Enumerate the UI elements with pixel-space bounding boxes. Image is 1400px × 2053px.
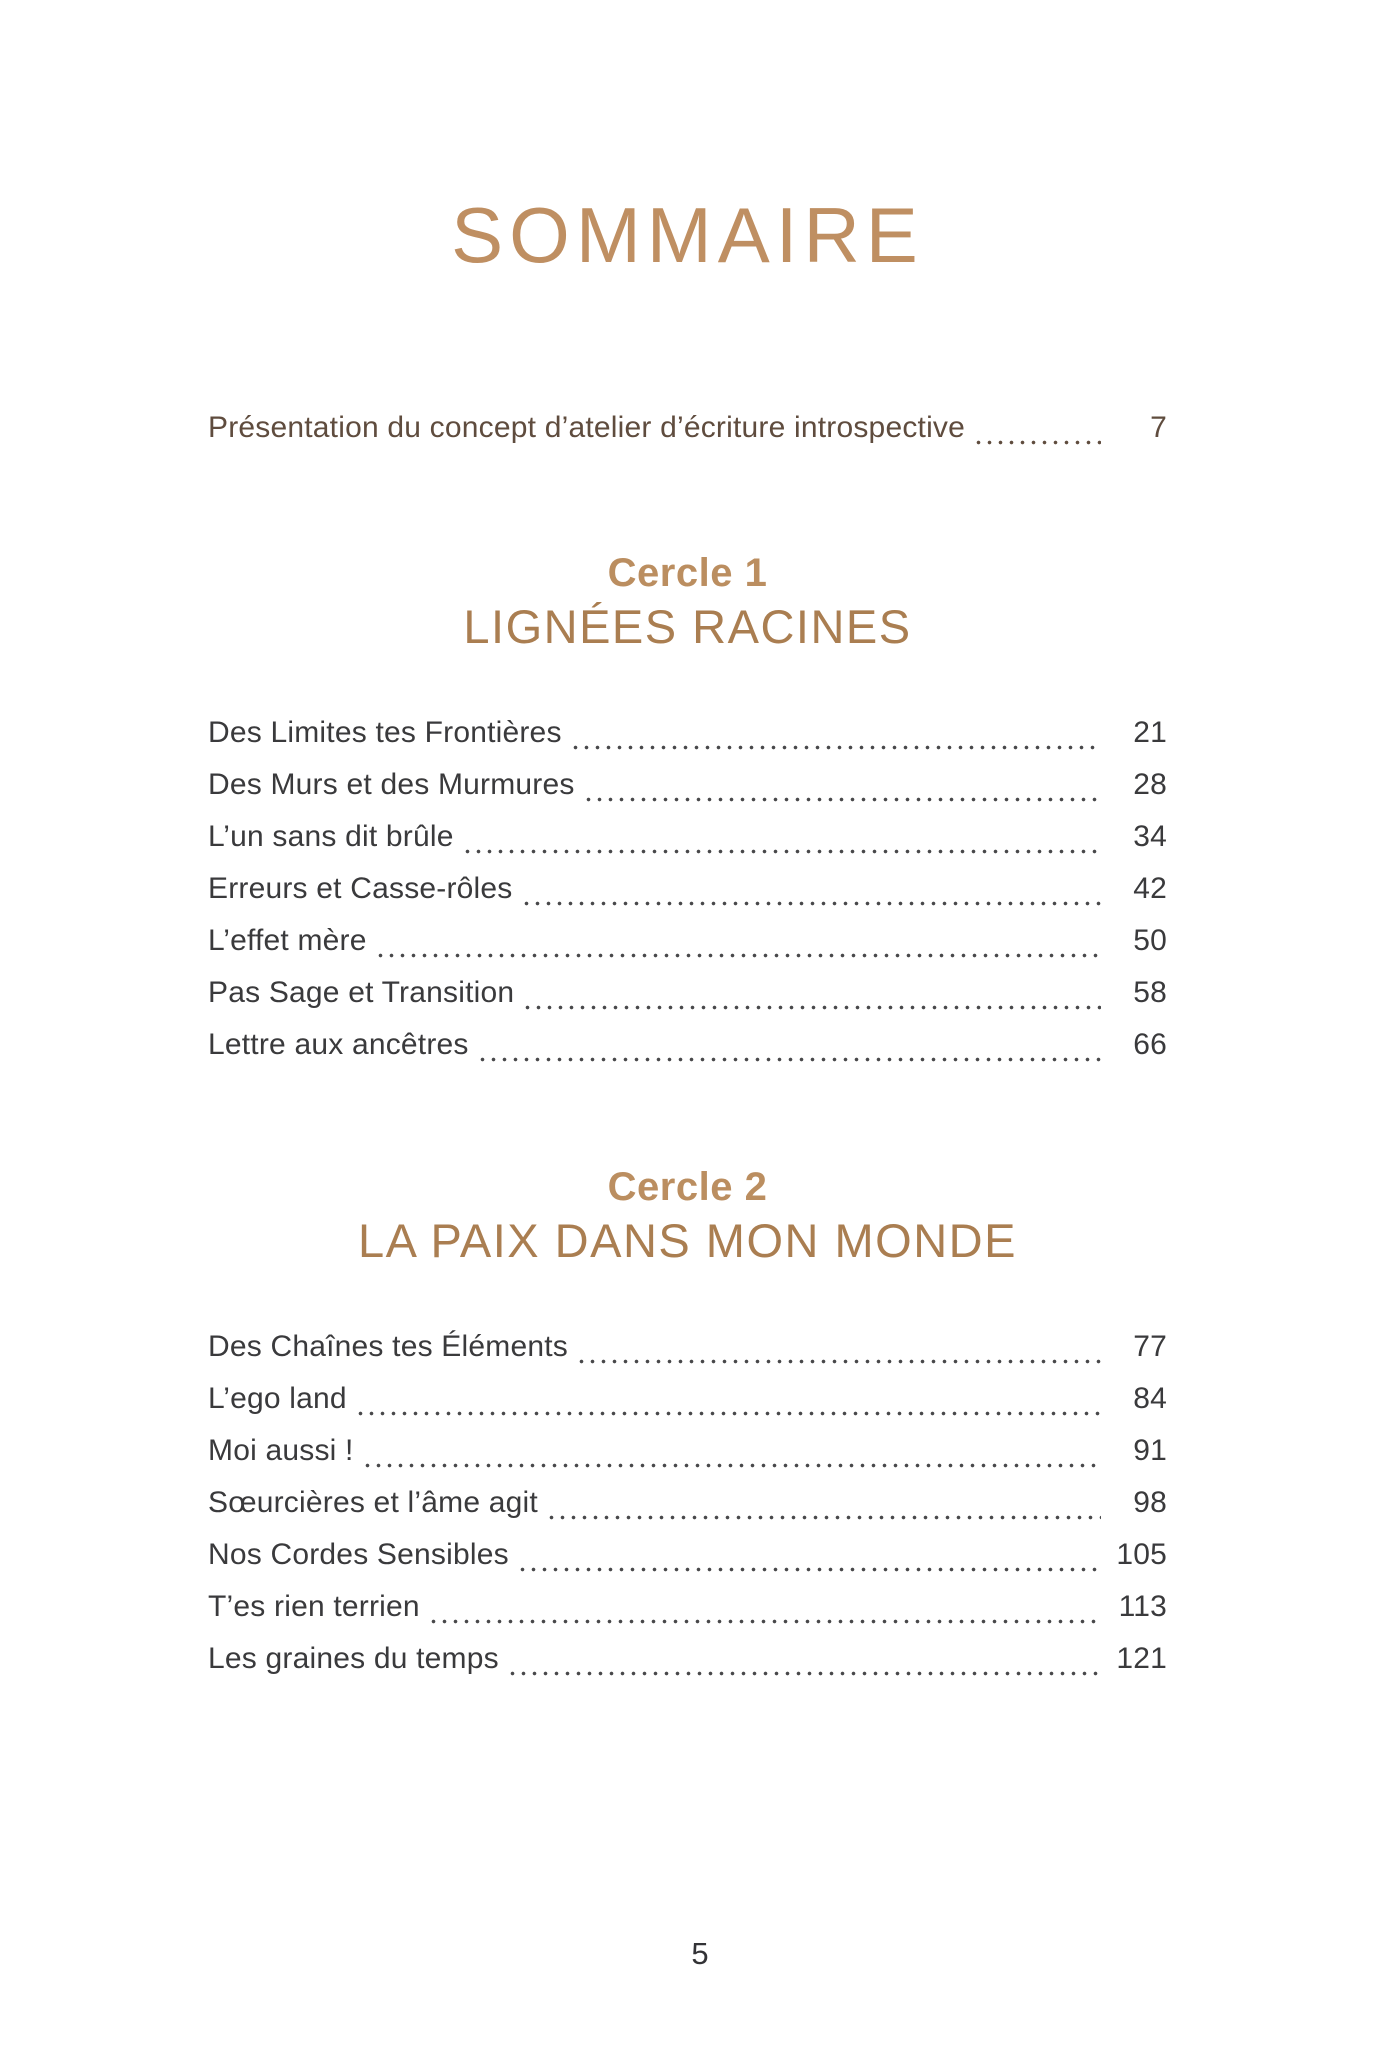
section-header-cercle-1 [208, 550, 1167, 657]
toc-entry-label: Pas Sage et Transition [208, 976, 515, 1010]
toc-entry-label: L’effet mère [208, 924, 367, 958]
toc-entry [208, 811, 1167, 863]
toc-entry-label: L’ego land [208, 1382, 347, 1416]
toc-leader-dots [428, 1619, 1101, 1624]
intro-entry-page: 7 [1150, 411, 1167, 444]
toc-entry-page: 50 [1133, 924, 1167, 958]
toc-entry-label: L’un sans dit brûle [208, 820, 454, 854]
toc-entry-label: Lettre aux ancêtres [208, 1028, 469, 1062]
toc-entry-page: 42 [1133, 872, 1167, 906]
toc-entry [208, 1529, 1167, 1581]
toc-entry [208, 1019, 1167, 1071]
toc-entry-page: 98 [1133, 1486, 1167, 1520]
toc-entry-label: Des Chaînes tes Éléments [208, 1330, 568, 1364]
toc-entry-label: Des Murs et des Murmures [208, 768, 575, 802]
section-kicker: Cercle 1 [607, 551, 768, 595]
toc-entry-page: 58 [1133, 976, 1167, 1010]
toc-entry-label: Les graines du temps [208, 1642, 499, 1676]
section-header-cercle-2 [208, 1164, 1167, 1271]
toc-leader-dots [522, 1005, 1101, 1010]
toc-entry-page: 66 [1133, 1028, 1167, 1062]
toc-entry-label: Sœurcières et l’âme agit [208, 1486, 538, 1520]
section-kicker: Cercle 2 [607, 1165, 768, 1210]
toc-leader-dots [521, 901, 1102, 906]
toc-entry [208, 1373, 1167, 1425]
toc-entry-page: 84 [1133, 1382, 1167, 1416]
section-title: LA PAIX DANS MON MONDE [358, 1214, 1017, 1268]
toc-entry-page: 21 [1133, 716, 1167, 750]
toc-entry-page: 91 [1133, 1434, 1167, 1468]
toc-entry [208, 863, 1167, 915]
toc-entry [208, 1321, 1167, 1373]
toc-leader-dots [462, 849, 1101, 854]
toc-leader-dots [546, 1515, 1101, 1520]
toc-entry [208, 1425, 1167, 1477]
toc-entry-label: Nos Cordes Sensibles [208, 1538, 509, 1572]
toc-leader-dots [517, 1567, 1101, 1572]
toc-entry-page: 105 [1116, 1538, 1167, 1572]
toc-leader-dots [973, 440, 1101, 445]
intro-entry [208, 402, 1167, 454]
toc-entry [208, 707, 1167, 759]
toc-entry-page: 77 [1133, 1330, 1167, 1364]
toc-leader-dots [477, 1057, 1101, 1062]
toc-entry [208, 1581, 1167, 1633]
toc-leader-dots [375, 953, 1101, 958]
page-title: SOMMAIRE [451, 191, 924, 279]
toc-entry-page: 121 [1116, 1642, 1167, 1676]
toc-entry [208, 1477, 1167, 1529]
toc-section-1-entries [208, 707, 1167, 1071]
toc-entry [208, 759, 1167, 811]
toc-leader-dots [362, 1463, 1101, 1468]
toc-entry [208, 1633, 1167, 1685]
toc-entry-label: Erreurs et Casse-rôles [208, 872, 513, 906]
toc-entry-page: 34 [1133, 820, 1167, 854]
toc-leader-dots [355, 1411, 1101, 1416]
toc-leader-dots [507, 1671, 1101, 1676]
intro-entry-label: Présentation du concept d’atelier d’écriture introspective [208, 411, 966, 444]
page-number: 5 [691, 1936, 709, 1971]
toc-entry-label: Des Limites tes Frontières [208, 716, 562, 750]
toc-leader-dots [570, 745, 1101, 750]
toc-entry [208, 967, 1167, 1019]
toc-entry-page: 113 [1118, 1590, 1167, 1624]
toc-section-2-entries [208, 1321, 1167, 1685]
toc-entry-page: 28 [1133, 768, 1167, 802]
toc-entry-label: Moi aussi ! [208, 1434, 354, 1468]
toc-leader-dots [576, 1359, 1101, 1364]
toc-leader-dots [583, 797, 1101, 802]
toc-entry-label: T’es rien terrien [208, 1590, 420, 1624]
toc-entry [208, 915, 1167, 967]
section-title: LIGNÉES RACINES [463, 600, 912, 653]
